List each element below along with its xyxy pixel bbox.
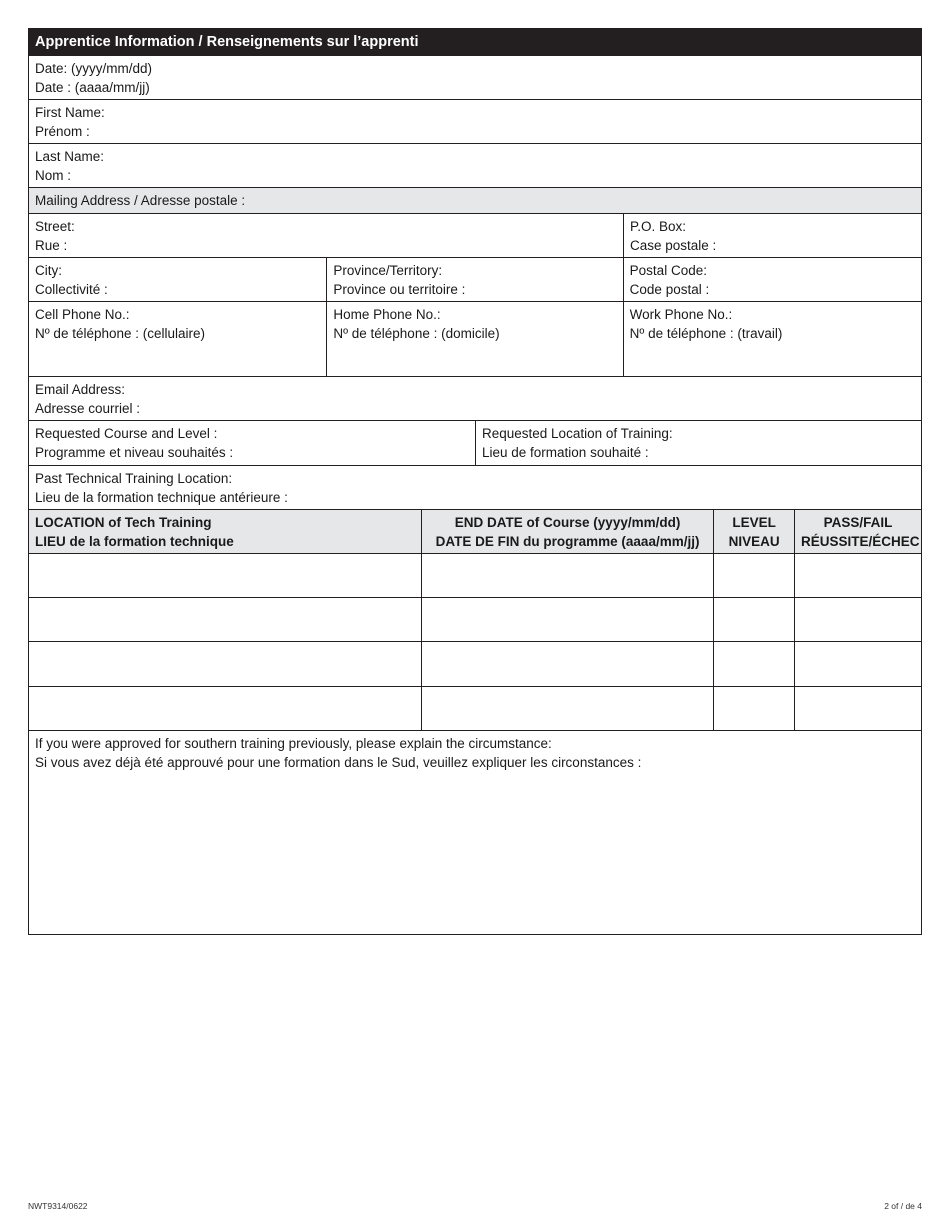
pass-fail-cell[interactable] (794, 642, 921, 686)
southern-training-row (28, 731, 922, 935)
header-level (713, 510, 794, 553)
header-end-date-en: END DATE of Course (yyyy/mm/dd) (454, 515, 681, 530)
city-field[interactable] (29, 258, 326, 301)
street-label-en: Street: (35, 219, 75, 234)
street-row (28, 214, 922, 258)
end-date-cell[interactable] (421, 554, 713, 597)
home-phone-field[interactable] (326, 302, 622, 376)
requested-training-row (28, 421, 922, 466)
header-location-fr: LIEU de la formation technique (35, 533, 234, 549)
province-label-fr: Province ou territoire : (333, 281, 466, 297)
header-pass-fail-en: PASS/FAIL (823, 515, 893, 530)
work-phone-field[interactable] (623, 302, 921, 376)
city-label-en: City: (35, 263, 62, 278)
header-level-fr: NIVEAU (728, 533, 780, 549)
email-label-en: Email Address: (35, 382, 126, 397)
phone-row (28, 302, 922, 377)
email-label-fr: Adresse courriel : (35, 400, 141, 416)
date-label-en: Date: (yyyy/mm/dd) (35, 61, 153, 76)
training-table-header (28, 510, 922, 554)
work-phone-label-fr: Nº de téléphone : (travail) (629, 325, 783, 341)
header-location (29, 510, 421, 553)
table-row (28, 554, 922, 598)
postal-code-label-fr: Code postal : (629, 281, 710, 297)
location-cell[interactable] (29, 598, 421, 641)
end-date-cell[interactable] (421, 642, 713, 686)
requested-course-label-fr: Programme et niveau souhaités : (35, 444, 234, 460)
past-location-label-fr: Lieu de la formation technique antérieure : (35, 489, 288, 505)
street-label-fr: Rue : (35, 237, 68, 253)
po-box-field[interactable] (623, 214, 921, 257)
street-field[interactable] (29, 214, 623, 257)
form-number: NWT9314/0622 (28, 1201, 88, 1211)
mailing-address-row (28, 188, 922, 214)
last-name-label-fr: Nom : (35, 167, 72, 183)
email-field[interactable] (29, 377, 921, 420)
province-field[interactable] (326, 258, 622, 301)
postal-code-field[interactable] (623, 258, 921, 301)
date-row (28, 56, 922, 100)
apprentice-information-form (28, 28, 922, 935)
cell-phone-label-en: Cell Phone No.: (35, 307, 130, 322)
work-phone-label-en: Work Phone No.: (629, 307, 733, 322)
table-row (28, 598, 922, 642)
mailing-address-heading (29, 188, 921, 213)
location-cell[interactable] (29, 642, 421, 686)
pass-fail-cell[interactable] (794, 598, 921, 641)
home-phone-label-fr: Nº de téléphone : (domicile) (333, 325, 500, 341)
section-title: Apprentice Information / Renseignements sur l’apprenti (35, 33, 419, 50)
southern-training-label-en: If you were approved for southern training previously, please explain the circumstance: (35, 736, 552, 751)
date-field[interactable] (29, 56, 921, 99)
requested-location-label-en: Requested Location of Training: (482, 426, 673, 441)
pass-fail-cell[interactable] (794, 554, 921, 597)
requested-course-field[interactable] (29, 421, 475, 465)
city-label-fr: Collectivité : (35, 281, 108, 297)
page-number: 2 of / de 4 (884, 1201, 922, 1211)
table-row (28, 642, 922, 687)
email-row (28, 377, 922, 421)
southern-training-label-fr: Si vous avez déjà été approuvé pour une formation dans le Sud, veuillez expliquer les circonstances : (35, 754, 642, 770)
section-header (28, 28, 922, 56)
first-name-label-fr: Prénom : (35, 123, 90, 139)
po-box-label-fr: Case postale : (629, 237, 717, 253)
home-phone-label-en: Home Phone No.: (333, 307, 441, 322)
last-name-row (28, 144, 922, 188)
po-box-label-en: P.O. Box: (629, 219, 687, 234)
level-cell[interactable] (713, 598, 794, 641)
cell-phone-label-fr: Nº de téléphone : (cellulaire) (35, 325, 206, 341)
past-location-label-en: Past Technical Training Location: (35, 471, 233, 486)
past-location-field[interactable] (29, 466, 921, 509)
header-end-date (421, 510, 713, 553)
level-cell[interactable] (713, 642, 794, 686)
first-name-label-en: First Name: (35, 105, 105, 120)
level-cell[interactable] (713, 687, 794, 730)
first-name-field[interactable] (29, 100, 921, 143)
postal-code-label-en: Postal Code: (629, 263, 707, 278)
table-row (28, 687, 922, 731)
southern-training-field[interactable] (29, 731, 921, 934)
header-level-en: LEVEL (732, 515, 776, 530)
past-location-row (28, 466, 922, 510)
pass-fail-cell[interactable] (794, 687, 921, 730)
header-pass-fail-fr: RÉUSSITE/ÉCHEC (801, 533, 920, 549)
end-date-cell[interactable] (421, 687, 713, 730)
end-date-cell[interactable] (421, 598, 713, 641)
requested-course-label-en: Requested Course and Level : (35, 426, 218, 441)
header-pass-fail (794, 510, 921, 553)
first-name-row (28, 100, 922, 144)
last-name-label-en: Last Name: (35, 149, 105, 164)
header-location-en: LOCATION of Tech Training (35, 515, 212, 530)
last-name-field[interactable] (29, 144, 921, 187)
location-cell[interactable] (29, 554, 421, 597)
requested-location-field[interactable] (475, 421, 921, 465)
header-end-date-fr: DATE DE FIN du programme (aaaa/mm/jj) (435, 533, 700, 549)
requested-location-label-fr: Lieu de formation souhaité : (482, 444, 649, 460)
city-row (28, 258, 922, 302)
level-cell[interactable] (713, 554, 794, 597)
mailing-address-label: Mailing Address / Adresse postale : (35, 193, 246, 208)
cell-phone-field[interactable] (29, 302, 326, 376)
date-label-fr: Date : (aaaa/mm/jj) (35, 79, 150, 95)
province-label-en: Province/Territory: (333, 263, 443, 278)
location-cell[interactable] (29, 687, 421, 730)
